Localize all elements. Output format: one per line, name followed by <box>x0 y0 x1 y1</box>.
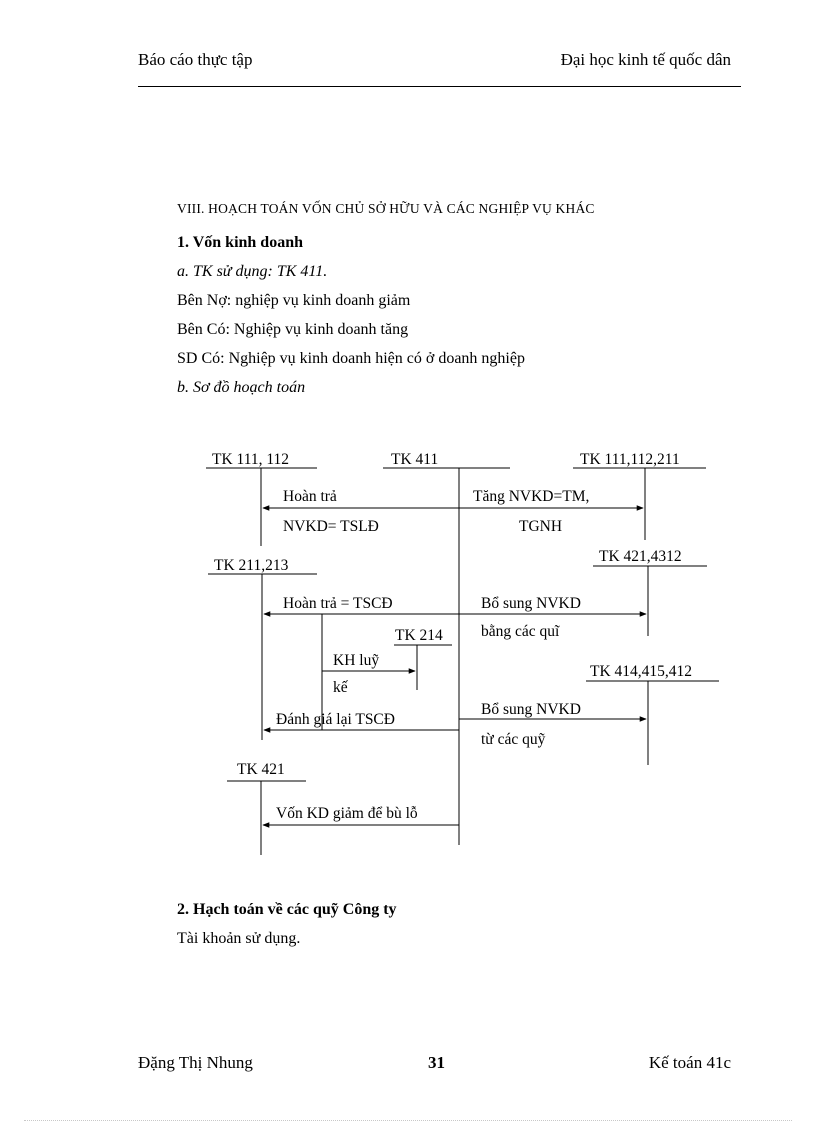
header-right: Đại học kinh tế quốc dân <box>560 50 731 69</box>
credit-side: Bên Có: Nghiệp vụ kinh doanh tăng <box>177 321 409 338</box>
subsection-1-title: 1. Vốn kinh doanh <box>177 234 303 251</box>
balance: SD Có: Nghiệp vụ kinh doanh hiện có ở doanh nghiệp <box>177 350 525 367</box>
nvkd-tsld-label: NVKD= TSLĐ <box>283 518 379 535</box>
tk421-label: TK 421 <box>237 761 285 778</box>
bo-sung-nvkd-label-2: Bổ sung NVKD <box>481 701 581 718</box>
bang-cac-qui-label: bằng các quĩ <box>481 623 560 640</box>
footer-class: Kế toán 41c <box>648 1053 731 1072</box>
tang-nvkd-label: Tăng NVKD=TM, <box>473 488 590 505</box>
tk414-415-412-label: TK 414,415,412 <box>590 663 693 680</box>
tk111-112-label: TK 111, 112 <box>212 451 290 468</box>
subsection-2-title: 2. Hạch toán về các quỹ Công ty <box>177 901 397 918</box>
hoan-tra-tscd-label: Hoàn trả = TSCĐ <box>283 595 393 612</box>
kh-luy-label: KH luỹ <box>333 652 380 669</box>
tk211-213-label: TK 211,213 <box>214 557 289 574</box>
account-used: a. TK sử dụng: TK 411. <box>177 263 328 280</box>
tk214-label: TK 214 <box>395 627 443 644</box>
subsection-2-text: Tài khoản sử dụng. <box>177 930 301 947</box>
bo-sung-nvkd-label-1: Bổ sung NVKD <box>481 595 581 612</box>
footer-author: Đặng Thị Nhung <box>138 1053 253 1072</box>
debit-side: Bên Nợ: nghiệp vụ kinh doanh giảm <box>177 292 411 309</box>
von-kd-giam-label: Vốn KD giảm để bù lỗ <box>276 805 418 822</box>
hoan-tra-label: Hoàn trả <box>283 488 337 505</box>
tk111-112-211-label: TK 111,112,211 <box>580 451 680 468</box>
section-title: VIII. HOẠCH TOÁN VỐN CHỦ SỞ HỮU VÀ CÁC NGHIỆP VỤ KHÁC <box>177 201 595 216</box>
tgnh-label: TGNH <box>519 518 563 535</box>
danh-gia-lai-label: Đánh giá lại TSCĐ <box>276 711 395 728</box>
tk421-4312-label: TK 421,4312 <box>599 548 682 565</box>
diagram-title: b. Sơ đồ hoạch toán <box>177 379 306 396</box>
header-left: Báo cáo thực tập <box>138 50 253 69</box>
ke-label: kế <box>333 679 348 696</box>
tu-cac-quy-label: từ các quỹ <box>481 731 546 748</box>
page-bottom-border <box>24 1120 792 1121</box>
page-number: 31 <box>428 1053 445 1072</box>
tk411-label: TK 411 <box>391 451 439 468</box>
